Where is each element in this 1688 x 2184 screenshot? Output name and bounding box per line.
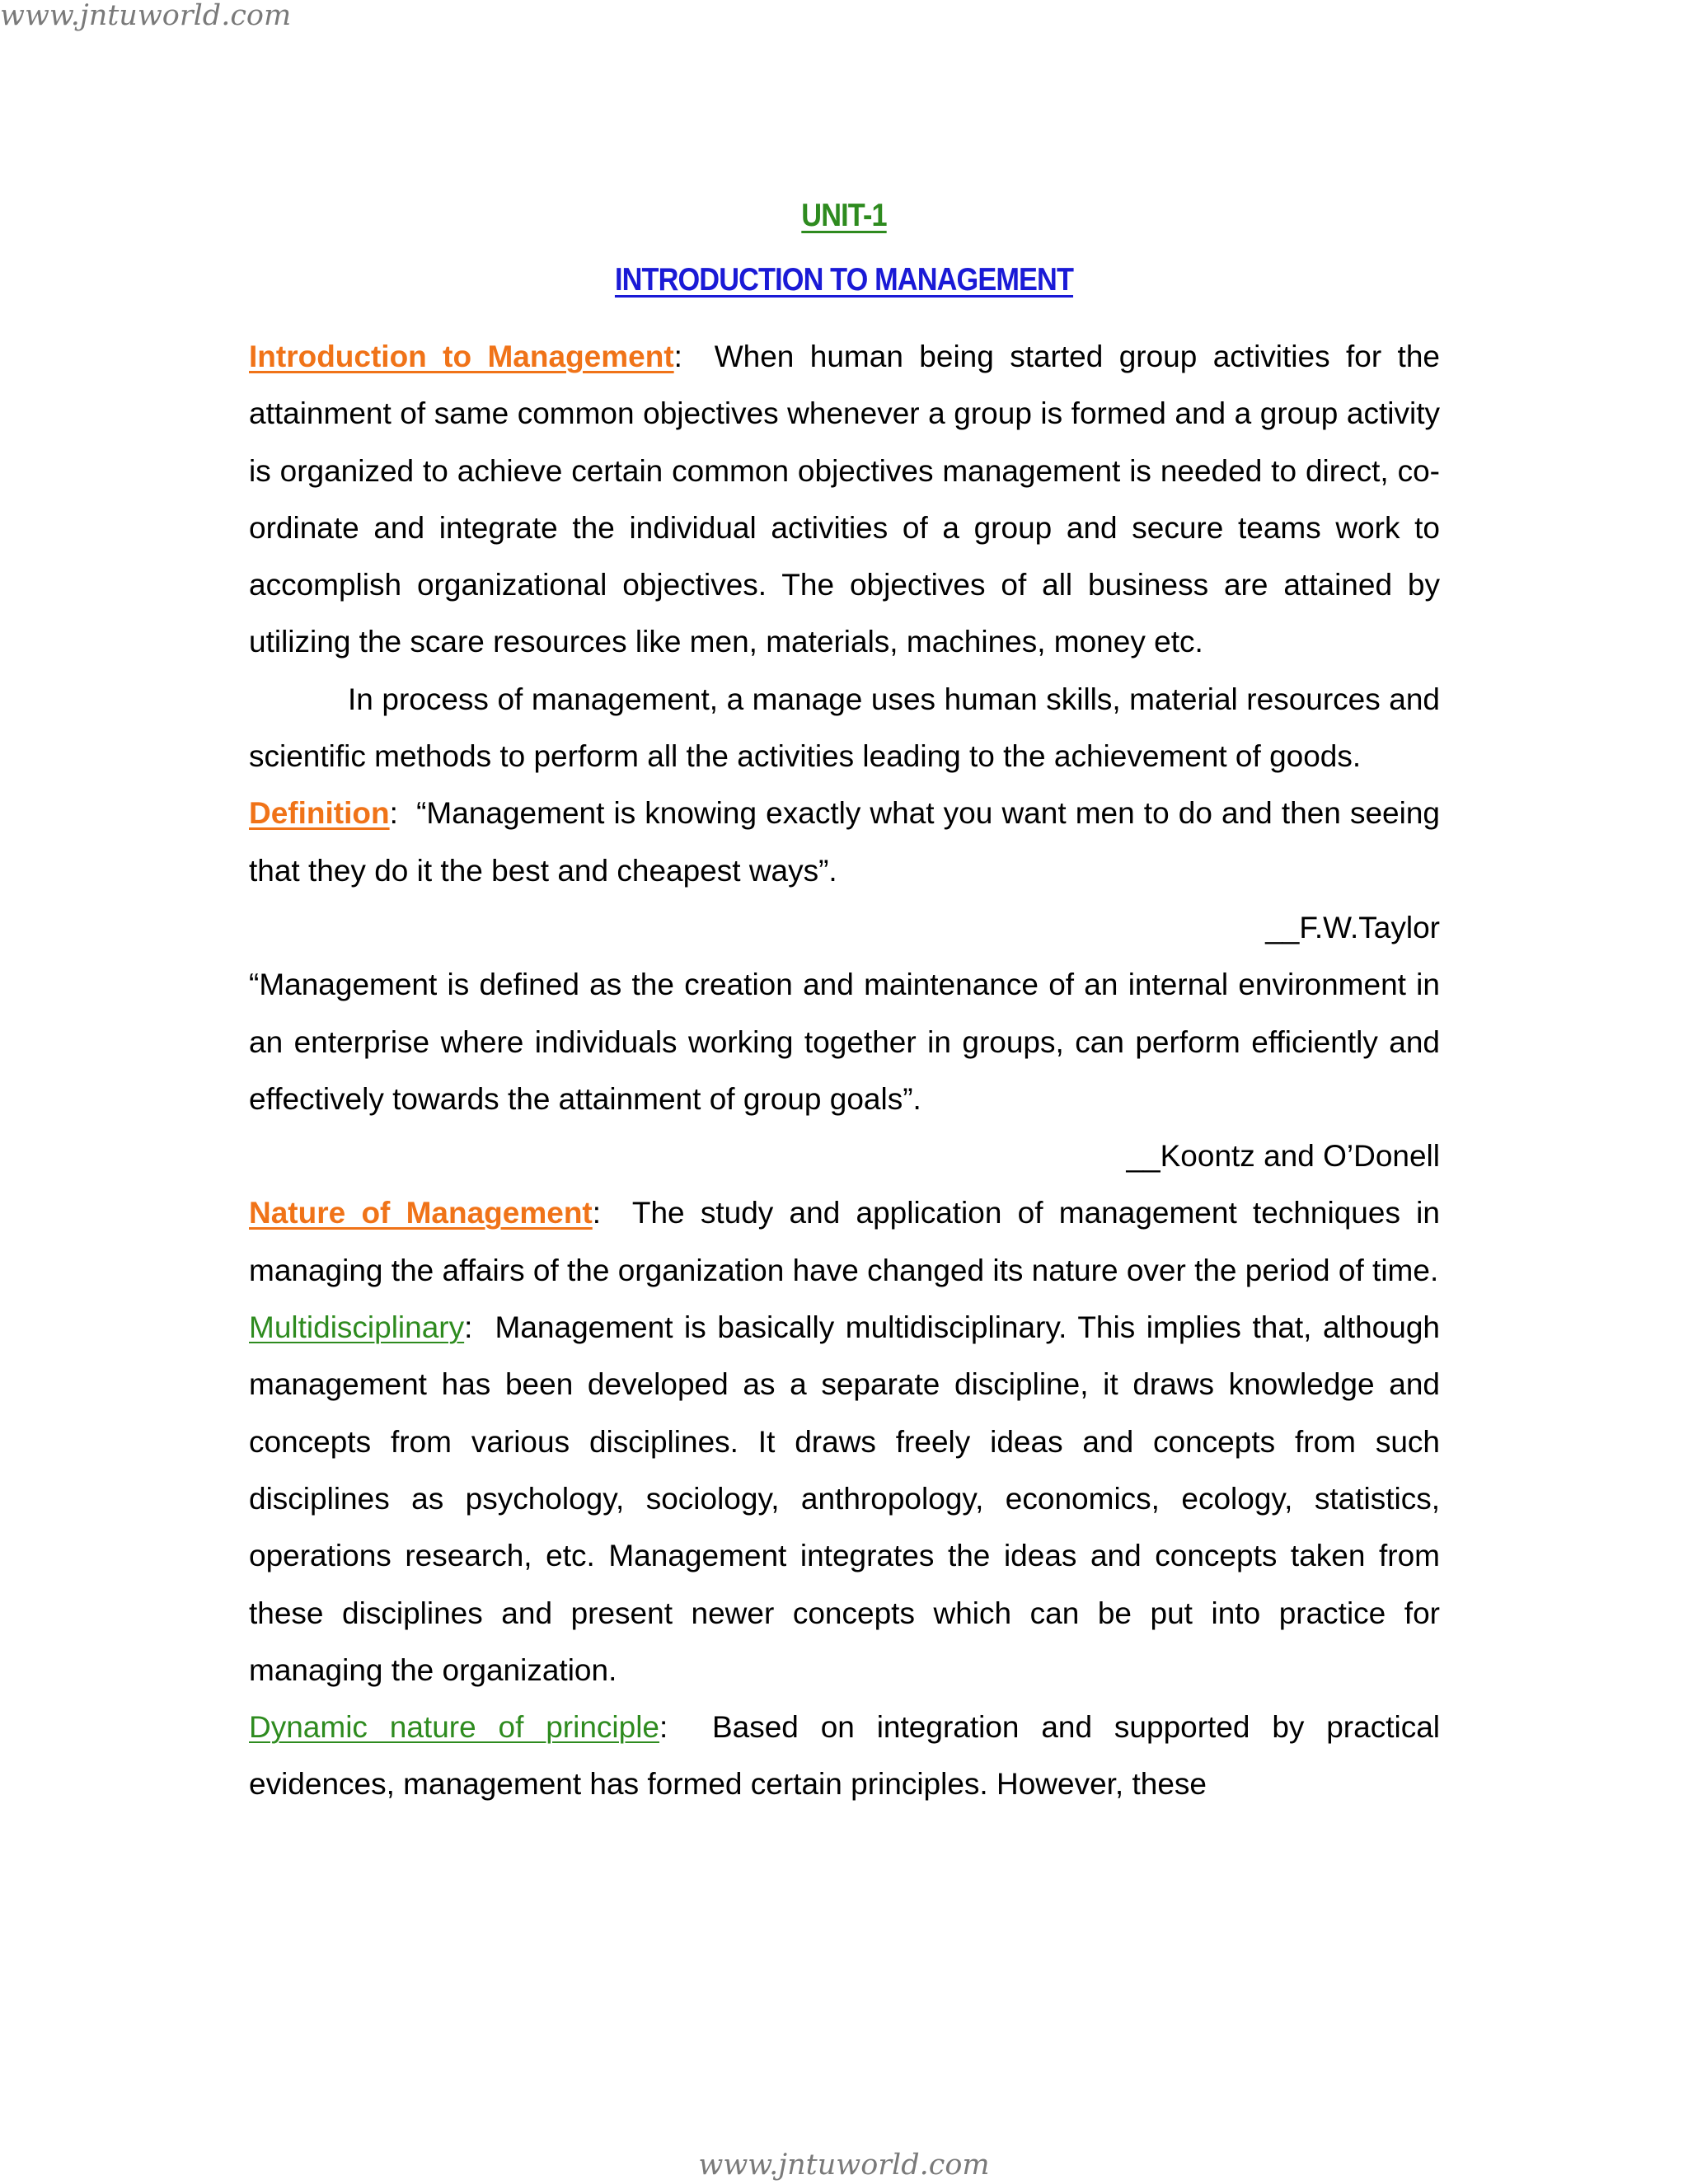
definition-paragraph: [249, 785, 1440, 899]
nature-sep: :: [592, 1196, 602, 1230]
multidisciplinary-text: Management is basically multidisciplinary. This implies that, although management has been developed as a separate discipline, it draws knowledge and concepts from various disciplines. It draws freely ideas and concepts from such disciplines as psychology, sociology, anthropology, economics, ecology, statistics, operations research, etc. Management integrates the ideas and concepts taken from these disciplines and present newer concepts which can be put into practice for managing the organization.: [249, 1310, 1440, 1687]
process-text: In process of management, a manage uses human skills, material resources and scientific methods to perform all the activities leading to the achievement of goods.: [249, 682, 1440, 774]
definition-sep: :: [389, 796, 398, 831]
definition2-paragraph: [249, 956, 1440, 1127]
dynamic-paragraph: [249, 1699, 1440, 1813]
koontz-attribution: __Koontz and O’Donell: [1126, 1139, 1440, 1174]
watermark-bottom: www.jntuworld.com: [698, 2149, 990, 2182]
nature-text: The study and application of management techniques in managing the affairs of the organization have changed its nature over the period of time.: [249, 1196, 1440, 1287]
taylor-attribution: __F.W.Taylor: [1265, 910, 1440, 944]
page-title: INTRODUCTION TO MANAGEMENT: [614, 262, 1074, 298]
nature-term: Nature of Management: [249, 1196, 593, 1230]
dynamic-sep: :: [659, 1710, 668, 1745]
process-paragraph: [249, 671, 1440, 785]
intro-term: Introduction to Management: [249, 340, 674, 373]
watermark-top: www.jntuworld.com: [0, 0, 292, 32]
definition2-text: “Management is defined as the creation and maintenance of an internal environment in an enterprise where individuals working together in groups, can perform efficiently and effectively towards the attainment of group goals”.: [249, 968, 1440, 1116]
document-body: [249, 328, 1440, 1813]
nature-paragraph: [249, 1184, 1440, 1299]
intro-sep: :: [673, 340, 682, 373]
dynamic-text: Based on integration and supported by practical evidences, management has formed certain principles. However, these: [249, 1710, 1441, 1802]
multidisciplinary-paragraph: [249, 1299, 1440, 1699]
dynamic-term: Dynamic nature of principle: [249, 1710, 659, 1745]
multidisciplinary-sep: :: [464, 1310, 473, 1345]
unit-heading: UNIT-1: [801, 198, 887, 233]
intro-text: When human being started group activities for the attainment of same common objectives whenever a group is formed and a group activity is organized to achieve certain common objectives management is needed to direct, co-ordinate and integrate the individual activities of a group and secure teams work to accomplish organizational objectives. The objectives of all business are attained by utilizing the scare resources like men, materials, machines, money etc.: [249, 340, 1440, 659]
definition-text: “Management is knowing exactly what you want men to do and then seeing that they do it the best and cheapest ways”.: [249, 796, 1440, 888]
definition-term: Definition: [249, 796, 390, 831]
multidisciplinary-term: Multidisciplinary: [249, 1310, 465, 1345]
intro-paragraph: [249, 328, 1440, 671]
